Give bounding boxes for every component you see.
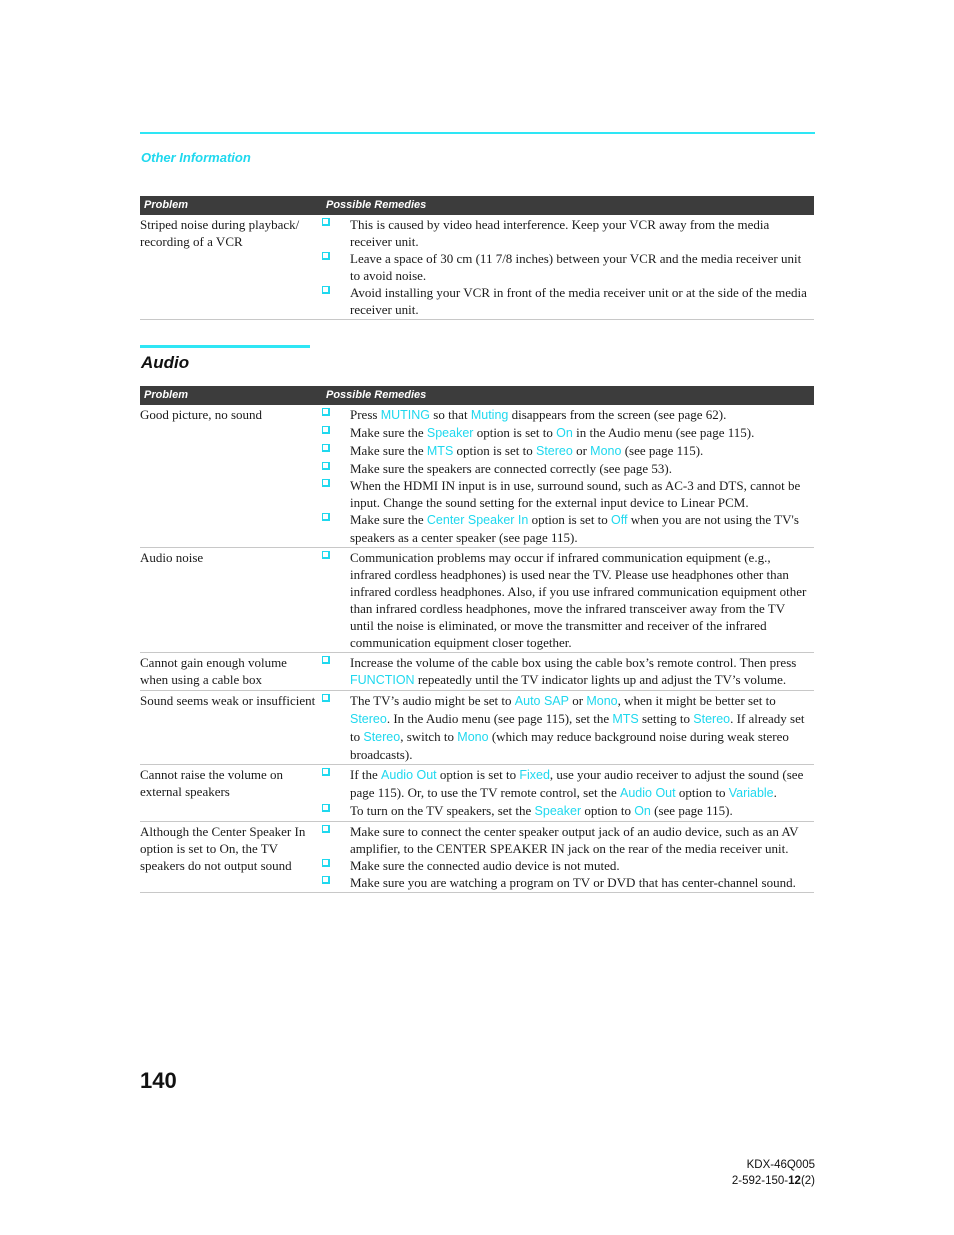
- remedies-cell: [322, 405, 814, 548]
- problem-cell: Striped noise during playback/ recording of a VCR: [140, 215, 322, 320]
- remedies-cell: [322, 765, 814, 822]
- remedies-cell: [322, 822, 814, 893]
- checkbox-bullet-icon: [322, 286, 330, 294]
- remedy-text: Communication problems may occur if infrared communication equipment (e.g., infrared cordless headphones) is used near the TV. Please use headphones other than infrared cordless headphones. Also, if you use infrared communication equipment other than infrared cordless headphones, move the infrared transceiver away from the TV until the noise is eliminated, or move the transmitter and receiver of the infrared communication equipment closer together.: [350, 550, 807, 650]
- remedy-text: option is set to: [436, 767, 520, 782]
- remedies-cell: [322, 691, 814, 765]
- checkbox-bullet-icon: [322, 218, 330, 226]
- remedy-text: option to: [581, 803, 635, 818]
- remedy-text: disappears from the screen (see page 62).: [508, 407, 727, 422]
- remedy-text: .: [773, 785, 777, 800]
- table-row: [140, 822, 814, 893]
- remedy-item: [322, 766, 814, 802]
- audio-section-title: Audio: [141, 353, 190, 372]
- remedies-cell: [322, 215, 814, 320]
- audio-table-body: [140, 405, 814, 893]
- remedy-text: in the Audio menu (see page 115).: [572, 425, 755, 440]
- table-row: [140, 215, 814, 320]
- remedy-text: or: [572, 443, 591, 458]
- menu-option-term: Audio Out: [620, 786, 676, 800]
- menu-option-term: Off: [611, 513, 628, 527]
- footer-code-bold: 12: [788, 1175, 801, 1187]
- table-row: [140, 765, 814, 822]
- remedy-item: [322, 549, 814, 651]
- remedies-column-header: Possible Remedies: [322, 386, 814, 405]
- remedy-list: [322, 692, 814, 763]
- remedy-item: [322, 654, 814, 689]
- remedy-list: [322, 406, 814, 546]
- remedy-text: Make sure to connect the center speaker output jack of an audio device, such as an AV amplifier, to the CENTER SPEAKER IN jack on the rear of the media receiver unit.: [350, 824, 799, 856]
- menu-option-term: Stereo: [363, 730, 401, 744]
- menu-option-term: MTS: [426, 444, 454, 458]
- problem-column-header: Problem: [140, 196, 322, 215]
- section-header: Other Information: [141, 150, 251, 165]
- remedy-list: [322, 654, 814, 689]
- page-number: 140: [140, 1068, 177, 1093]
- remedy-text: The TV’s audio might be set to: [350, 693, 515, 708]
- menu-option-term: MUTING: [380, 408, 431, 422]
- remedy-text: option is set to: [453, 443, 536, 458]
- remedy-item: [322, 216, 814, 250]
- remedy-text: Leave a space of 30 cm (11 7/8 inches) between your VCR and the media receiver unit to avoid noise.: [350, 251, 802, 283]
- checkbox-bullet-icon: [322, 825, 330, 833]
- remedy-item: [322, 857, 814, 874]
- remedy-text: setting to: [638, 711, 694, 726]
- remedy-item: [322, 250, 814, 284]
- problem-cell: Cannot gain enough volume when using a cable box: [140, 653, 322, 691]
- checkbox-bullet-icon: [322, 252, 330, 260]
- remedy-text: Make sure the: [350, 512, 427, 527]
- remedy-item: [322, 284, 814, 318]
- remedy-list: [322, 823, 814, 891]
- problem-cell: Sound seems weak or insufficient: [140, 691, 322, 765]
- remedy-item: [322, 874, 814, 891]
- menu-option-term: Fixed: [519, 768, 550, 782]
- remedy-item: [322, 460, 814, 477]
- checkbox-bullet-icon: [322, 462, 330, 470]
- problem-cell: Although the Center Speaker In option is set to On, the TV speakers do not output sound: [140, 822, 322, 893]
- remedy-text: This is caused by video head interference. Keep your VCR away from the media receiver unit.: [350, 217, 770, 249]
- remedy-item: [322, 477, 814, 511]
- remedies-cell: [322, 653, 814, 691]
- problem-column-header: Problem: [140, 386, 322, 405]
- menu-option-term: Audio Out: [381, 768, 437, 782]
- table-row: [140, 548, 814, 653]
- footer-code-prefix: 2-592-150-: [731, 1175, 789, 1187]
- checkbox-bullet-icon: [322, 513, 330, 521]
- menu-option-term: On: [556, 426, 573, 440]
- remedy-item: [322, 424, 814, 442]
- menu-option-term: Variable: [728, 786, 774, 800]
- menu-option-term: Mono: [590, 444, 622, 458]
- remedy-item: [322, 406, 814, 424]
- menu-option-term: Auto SAP: [514, 694, 569, 708]
- menu-option-term: Speaker: [426, 426, 474, 440]
- remedy-text: or: [568, 693, 587, 708]
- top-rule: [140, 132, 815, 134]
- footer-model: KDX-46Q005: [746, 1159, 815, 1171]
- checkbox-bullet-icon: [322, 859, 330, 867]
- checkbox-bullet-icon: [322, 444, 330, 452]
- remedy-text: option to: [675, 785, 729, 800]
- remedy-text: option is set to: [473, 425, 557, 440]
- menu-option-term: Stereo: [350, 712, 387, 726]
- remedy-text: when you are not using the TV's speakers as a center speaker (see page 115).: [350, 512, 799, 545]
- remedy-text: When the HDMI IN input is in use, surround sound, such as AC-3 and DTS, cannot be input. Change the sound setting for the external input device to Linear PCM.: [350, 478, 801, 510]
- checkbox-bullet-icon: [322, 656, 330, 664]
- remedy-text: Make sure the speakers are connected correctly (see page 53).: [350, 461, 672, 476]
- table-row: [140, 405, 814, 548]
- audio-section-rule: [140, 345, 310, 348]
- menu-option-term: MTS: [612, 712, 639, 726]
- checkbox-bullet-icon: [322, 804, 330, 812]
- checkbox-bullet-icon: [322, 408, 330, 416]
- footer-code-suffix: (2): [800, 1175, 815, 1187]
- problem-cell: Audio noise: [140, 548, 322, 653]
- remedy-text: so that: [430, 407, 471, 422]
- top-troubleshooting-table: [140, 196, 814, 320]
- menu-option-term: Mono: [586, 694, 618, 708]
- remedy-item: [322, 511, 814, 546]
- remedy-list: [322, 216, 814, 318]
- problem-cell: Cannot raise the volume on external speakers: [140, 765, 322, 822]
- remedy-text: option is set to: [528, 512, 612, 527]
- remedy-text: Make sure you are watching a program on TV or DVD that has center-channel sound.: [350, 875, 796, 890]
- remedy-list: [322, 549, 814, 651]
- remedy-item: [322, 442, 814, 460]
- checkbox-bullet-icon: [322, 768, 330, 776]
- remedy-text: Make sure the connected audio device is not muted.: [350, 858, 620, 873]
- remedy-item: [322, 802, 814, 820]
- remedy-text: , when it might be better set to: [617, 693, 776, 708]
- remedy-item: [322, 692, 814, 763]
- remedies-cell: [322, 548, 814, 653]
- remedy-text: Increase the volume of the cable box using the cable box’s remote control. Then press: [350, 655, 797, 670]
- remedy-list: [322, 766, 814, 820]
- menu-option-term: Stereo: [535, 444, 573, 458]
- remedy-text: (which may reduce background noise during weak stereo broadcasts).: [350, 729, 789, 762]
- remedies-column-header: Possible Remedies: [322, 196, 814, 215]
- checkbox-bullet-icon: [322, 876, 330, 884]
- checkbox-bullet-icon: [322, 694, 330, 702]
- remedy-text: , use your audio receiver to adjust the sound (see page 115). Or, to use the TV remote control, set the: [350, 767, 804, 800]
- menu-option-term: Center Speaker In: [426, 513, 529, 527]
- remedy-text: . In the Audio menu (see page 115), set the: [386, 711, 613, 726]
- remedy-text: Make sure the: [350, 443, 427, 458]
- footer: [732, 1157, 815, 1189]
- remedy-text: Make sure the: [350, 425, 427, 440]
- problem-cell: Good picture, no sound: [140, 405, 322, 548]
- remedy-text: To turn on the TV speakers, set the: [350, 803, 535, 818]
- remedy-text: If the: [350, 767, 382, 782]
- table-row: [140, 691, 814, 765]
- remedy-text: Avoid installing your VCR in front of the media receiver unit or at the side of the media receiver unit.: [350, 285, 807, 317]
- menu-option-term: Speaker: [534, 804, 582, 818]
- remedy-text: , switch to: [400, 729, 458, 744]
- top-table-body: [140, 215, 814, 320]
- menu-option-term: FUNCTION: [350, 673, 415, 687]
- remedy-text: (see page 115).: [650, 803, 733, 818]
- checkbox-bullet-icon: [322, 551, 330, 559]
- checkbox-bullet-icon: [322, 426, 330, 434]
- menu-option-term: Stereo: [693, 712, 731, 726]
- remedy-text: . If already set to: [350, 711, 805, 744]
- table-row: [140, 653, 814, 691]
- menu-option-term: Mono: [457, 730, 489, 744]
- audio-troubleshooting-table: [140, 386, 814, 893]
- remedy-item: [322, 823, 814, 857]
- remedy-text: repeatedly until the TV indicator lights up and adjust the TV’s volume.: [414, 672, 787, 687]
- footer-code: [732, 1173, 815, 1189]
- remedy-text: Press: [350, 407, 381, 422]
- menu-option-term: Muting: [470, 408, 509, 422]
- menu-option-term: On: [634, 804, 651, 818]
- remedy-text: (see page 115).: [621, 443, 704, 458]
- checkbox-bullet-icon: [322, 479, 330, 487]
